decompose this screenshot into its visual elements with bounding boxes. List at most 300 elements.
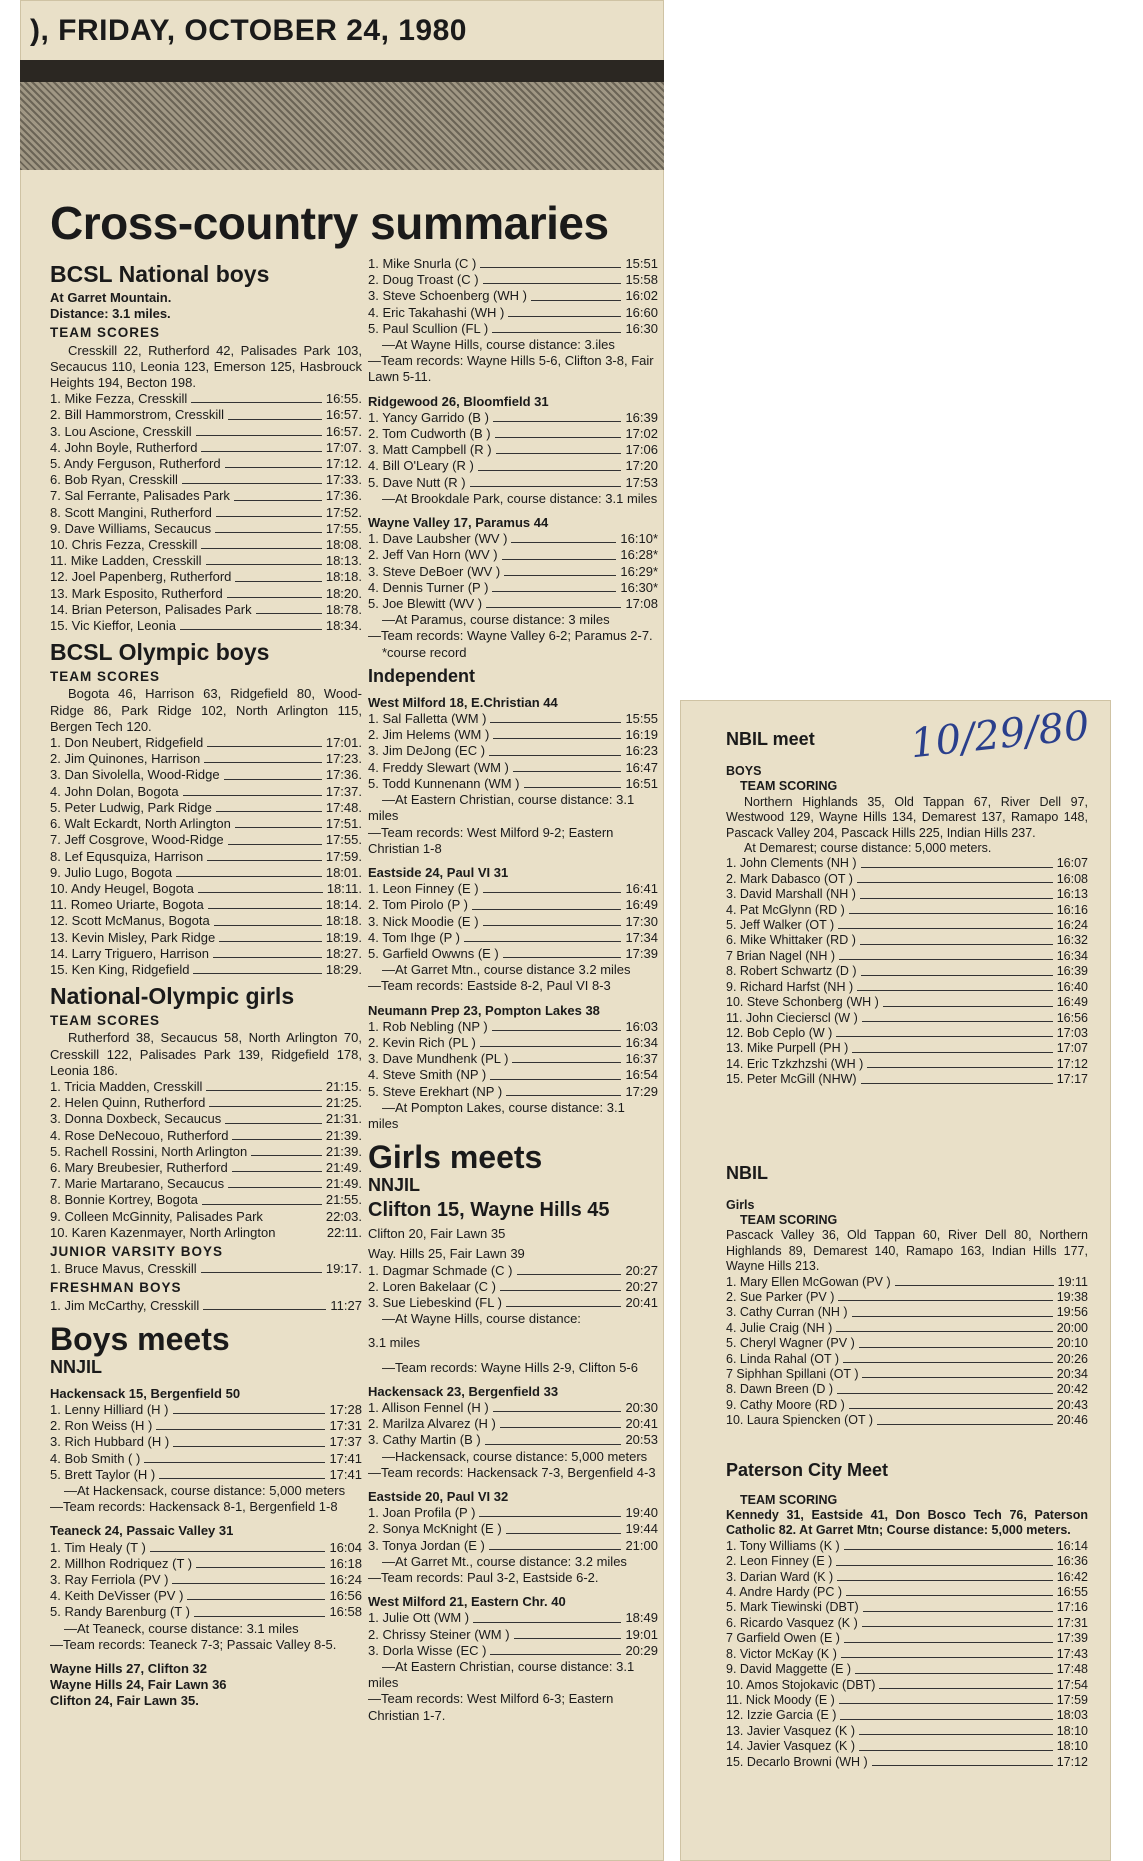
time: 20:27 [625,1278,658,1294]
result-row [726,1570,1088,1585]
section-heading: NBIL [726,1162,768,1183]
result-row [368,776,658,792]
team-records: —Team records: Hackensack 8-1, Bergenfield 1-8 [50,1499,338,1515]
results-list [368,1400,658,1449]
team-scores-label: TEAM SCORES [50,1013,161,1029]
result-row [726,1041,1088,1056]
result-row [50,946,362,962]
time: 18:08. [325,537,362,553]
leader-line [840,1719,1052,1720]
result-row [726,1600,1088,1615]
result-row [726,1693,1088,1708]
runner: 1. Tricia Madden, Cresskill [50,1078,203,1094]
leader-line [859,1750,1053,1751]
leader-line [844,1642,1053,1643]
result-row [368,1627,658,1643]
runner: 4. Keith DeVisser (PV ) [50,1588,184,1604]
runner: 14. Eric Tzkzhzshi (WH ) [726,1056,864,1071]
runner: 1. Mike Snurla (C ) [368,256,477,271]
runner: 3. Cathy Martin (B ) [368,1432,481,1448]
runner: 8. Dawn Breen (D ) [726,1382,833,1397]
result-row [726,1678,1088,1693]
results-list [368,531,658,612]
result-row [726,1398,1088,1413]
runner: 10. Laura Spiencken (OT ) [726,1413,874,1428]
leader-line [852,1316,1053,1317]
result-row [726,872,1088,887]
results-list [368,711,658,792]
runner: 1. Tim Healy (T ) [50,1539,146,1555]
leader-line [202,1204,322,1205]
result-row [50,1556,362,1572]
result-row [726,980,1088,995]
result-row [50,456,362,472]
time: 16:30 [625,320,658,336]
result-row [50,440,362,456]
runner: 8. Scott Mangini, Rutherford [50,504,212,520]
leader-line [879,1688,1052,1689]
dateline: ), FRIDAY, OCTOBER 24, 1980 [30,14,467,47]
runner: 1. Sal Falletta (WM ) [368,711,487,727]
time: 18:01. [325,864,362,880]
time: 16:13 [1056,887,1088,902]
leader-line [206,564,322,565]
runner: 15. Vic Kieffor, Leonia [50,618,177,634]
result-row [726,1631,1088,1646]
time: 17:52. [325,504,362,520]
result-row [50,505,362,521]
leader-line [219,941,322,942]
boys-label: BOYS [726,764,762,778]
league-label: NNJIL [368,1175,421,1196]
time: 17:17 [1056,1072,1088,1087]
time: 17:39 [1056,1631,1088,1646]
leader-line [480,267,621,268]
result-row [50,897,362,913]
result-row [726,1367,1088,1382]
time: 17:12. [325,456,362,472]
time: 17:37. [325,783,362,799]
runner: 9. Richard Harfst (NH ) [726,979,854,994]
runner: 12. Izzie Garcia (E ) [726,1708,837,1723]
time: 16:58 [329,1604,362,1620]
meet-note: —At Wayne Hills, course distance: [382,1311,581,1327]
result-row [50,1402,362,1418]
leader-line [512,1062,621,1063]
time: 16:36 [1056,1554,1088,1569]
time: 19:38 [1056,1289,1088,1304]
runner: 8. Robert Schwartz (D ) [726,964,857,979]
main-clipping [20,0,664,1861]
leader-line [490,1654,621,1655]
time: 17:03 [1056,1025,1088,1040]
result-row [50,930,362,946]
time: 18:11. [326,880,362,896]
result-row [50,881,362,897]
time: 20:34 [1056,1367,1088,1381]
runner: 2. Jim Helems (WM ) [368,727,490,743]
leader-line [196,1567,325,1568]
leader-line [187,1599,325,1600]
leader-line [180,629,322,630]
leader-line [524,787,622,788]
time: 20:00 [1056,1320,1088,1335]
time: 18:27. [325,945,362,961]
runner: 3. Jim DeJong (EC ) [368,743,486,759]
time: 17:59 [1056,1692,1088,1707]
meet-title: Eastside 24, Paul VI 31 [368,864,509,880]
result-row [726,1275,1088,1290]
leader-line [207,860,322,861]
leader-line [159,1478,325,1479]
time: 16:57. [325,407,362,423]
runner: 7. Sal Ferrante, Palisades Park [50,488,230,504]
time: 21:39. [325,1127,362,1143]
leader-line [191,402,322,403]
time: 18:29. [325,961,362,977]
time: 18:78. [325,601,362,617]
leader-line [867,1067,1052,1068]
result-row [368,1505,658,1521]
time: 16:16 [1056,902,1088,917]
result-row [50,521,362,537]
leader-line [224,779,322,780]
time: 15:58 [625,272,658,288]
time: 21:55. [325,1192,362,1208]
runner: 9. Cathy Moore (RD ) [726,1397,845,1412]
runner: 10. Chris Fezza, Cresskill [50,537,198,553]
result-row [368,288,658,304]
runner: 8. Lef Equsquiza, Harrison [50,848,204,864]
leader-line [490,1079,621,1080]
runner: 2. Ron Weiss (H ) [50,1418,153,1434]
runner: 10. Amos Stojokavic (DBT) [726,1677,876,1692]
runner: 5. Jeff Walker (OT ) [726,918,835,933]
result-row [726,995,1088,1010]
result-row [726,1057,1088,1072]
runner: 10. Andy Heugel, Bogota [50,880,194,896]
result-row [50,832,362,848]
runner: 2. Tom Cudworth (B ) [368,426,491,442]
leader-line [495,437,622,438]
result-row [50,602,362,618]
time: 21:31. [325,1111,362,1127]
leader-line [837,1393,1053,1394]
leader-line [478,470,622,471]
runner: 1. Julie Ott (WM ) [368,1610,470,1626]
results-list [50,1540,362,1621]
runner: 5. Rachell Rossini, North Arlington [50,1143,248,1159]
result-row [726,1026,1088,1041]
result-row [726,1336,1088,1351]
leader-line [228,419,322,420]
result-row [50,1261,362,1277]
leader-line [863,1611,1053,1612]
leader-line [517,1274,622,1275]
leader-line [198,892,323,893]
leader-line [150,1551,326,1552]
result-row [726,887,1088,902]
leader-line [506,1306,622,1307]
time: 21:00 [625,1537,658,1553]
time: 16:41 [625,881,658,897]
time: 20:26 [1056,1351,1088,1366]
runner: 13. Mike Purpell (PH ) [726,1041,849,1056]
team-scores-label: TEAM SCORES [50,325,161,341]
leader-line [472,909,622,910]
result-row [726,964,1088,979]
runner: 6. Walt Eckardt, North Arlington [50,816,231,832]
time: 17:02 [625,426,658,442]
meet-note: —At Eastern Christian, course distance: 3.1 miles [368,792,635,824]
leader-line [485,1444,622,1445]
result-row [50,537,362,553]
jv-label: JUNIOR VARSITY BOYS [50,1243,224,1259]
result-row [50,865,362,881]
result-row [368,1067,658,1083]
runner: 15. Peter McGill (NHW) [726,1072,857,1087]
runner: 15. Ken King, Ridgefield [50,961,190,977]
time: 21:25. [325,1095,362,1111]
meet-subhead: Clifton 20, Fair Lawn 35 [368,1226,506,1242]
leader-line [225,1123,322,1124]
meet-note: —At Brookdale Park, course distance: 3.1 miles [382,490,658,506]
time: 16:04 [329,1539,362,1555]
time: 18:49 [625,1610,658,1626]
result-row [726,1321,1088,1336]
runner: 2. Leon Finney (E ) [726,1554,833,1569]
runner: 11. John Ciecierscl (W ) [726,1010,858,1025]
time: 16:19 [625,727,658,743]
runner: 3. Steve DeBoer (WV ) [368,563,501,579]
leader-line [201,451,321,452]
runner: 4. Bob Smith ( ) [50,1450,141,1466]
result-row [726,1413,1088,1428]
leader-line [838,1300,1052,1301]
result-row [726,1647,1088,1662]
result-row [726,1739,1088,1754]
result-row [726,1011,1088,1026]
leader-line [493,1411,622,1412]
leader-line [201,548,321,549]
runner: 2. Sue Parker (PV ) [726,1289,835,1304]
meet-title: Hackensack 15, Bergenfield 50 [50,1385,241,1401]
time: 16:56 [329,1588,362,1604]
time: 21:49. [325,1159,362,1175]
leader-line [531,300,621,301]
runner: 2. Millhon Rodriquez (T ) [50,1555,193,1571]
result-row [50,800,362,816]
runner: 2. Jim Quinones, Harrison [50,751,201,767]
time: 20:41 [625,1294,658,1310]
runner: 2. Marilza Alvarez (H ) [368,1416,496,1432]
runner: 14. Brian Peterson, Palisades Park [50,601,252,617]
runner: 5. Cheryl Wagner (PV ) [726,1336,855,1351]
time: 16:34 [625,1034,658,1050]
results-list [50,1402,362,1483]
result-row [368,1035,658,1051]
leader-line [841,1657,1053,1658]
meet-note: —Hackensack, course distance: 5,000 meters [382,1448,648,1464]
leader-line [506,1533,622,1534]
runner: 4. Julie Craig (NH ) [726,1320,833,1335]
runner: 2. Chrissy Steiner (WM ) [368,1626,510,1642]
runner: 5. Peter Ludwig, Park Ridge [50,799,212,815]
leader-line [514,1638,622,1639]
team-records: —Team records: West Milford 6-3; Eastern Christian 1-7. [368,1691,614,1723]
result-row [368,305,658,321]
time: 18:10 [1056,1723,1088,1738]
team-scoring-label: TEAM SCORING [740,1492,838,1507]
result-row [50,1192,362,1208]
leader-line [862,1626,1053,1627]
team-scores: Cresskill 22, Rutherford 42, Palisades Park 103, Secaucus 110, Leonia 123, Emerson 125, Hasbrouck Heights 194, Becton 198. [50,342,362,391]
runner: 12. Bob Ceplo (W ) [726,1025,833,1040]
time: 17:12 [1056,1056,1088,1071]
runner: 2. Bill Hammorstrom, Cresskill [50,407,225,423]
runner: 2. Doug Troast (C ) [368,272,479,288]
leader-line [207,746,322,747]
runner: 13. Javier Vasquez (K ) [726,1723,855,1738]
runner: 3. David Marshall (NH ) [726,887,856,902]
time: 16:30* [620,579,658,595]
time: 19:17. [325,1261,362,1277]
runner: 6. Ricardo Vasquez (K ) [726,1615,858,1630]
time: 17:51. [325,816,362,832]
result-row [368,946,658,962]
time: 16:39 [625,409,658,425]
section-heading: NBIL meet [726,729,815,749]
time: 18:18. [325,569,362,585]
result-row [726,1352,1088,1367]
leader-line [493,738,621,739]
time: 16:03 [625,1018,658,1034]
column-left [50,256,362,1710]
result-row [50,1604,362,1620]
team-scores: Bogota 46, Harrison 63, Ridgefield 80, Wood-Ridge 86, Park Ridge 102, North Arlington 115, Bergen Tech 120. [50,686,362,734]
runner: 4. Freddy Slewart (WM ) [368,759,509,775]
results-list [726,1539,1088,1770]
leader-line [861,975,1053,976]
result-row [726,1585,1088,1600]
results-list [726,1275,1088,1429]
runner: 2. Tom Pirolo (P ) [368,897,468,913]
time: 16:32 [1056,933,1088,948]
result-row [50,751,362,767]
time: 17:06 [625,442,658,458]
team-records: —Team records: Teaneck 7-3; Passaic Valley 8-5. [50,1636,337,1652]
runner: 3. Dorla Wisse (EC ) [368,1642,487,1658]
result-row [50,816,362,832]
result-row [50,1079,362,1095]
result-row [368,321,658,337]
time: 16:34 [1056,948,1088,963]
runner: 10. Steve Schonberg (WH ) [726,995,879,1010]
runner: 11. Nick Moody (E ) [726,1692,835,1707]
result-row [368,458,658,474]
runner: 5. Randy Barenburg (T ) [50,1604,190,1620]
runner: 2. Loren Bakelaar (C ) [368,1278,496,1294]
result-row [50,1128,362,1144]
time: 19:56 [1056,1305,1088,1320]
time: 16:14 [1056,1538,1088,1553]
leader-line [216,516,322,517]
time: 18:34. [325,618,362,634]
leader-line [861,1083,1053,1084]
leader-line [256,613,322,614]
leader-line [857,990,1053,991]
runner: 14. Javier Vasquez (K ) [726,1739,855,1754]
result-row [368,596,658,612]
result-row [368,1610,658,1626]
runner: 15. Decarlo Browni (WH ) [726,1754,868,1769]
runner: 13. Kevin Misley, Park Ridge [50,929,216,945]
meet-note: —At Hackensack, course distance: 5,000 meters [64,1483,346,1498]
meet-note: —At Eastern Christian, course distance: 3.1 miles [368,1659,635,1691]
result-row [368,1263,658,1279]
leader-line [156,1429,325,1430]
time: 16:55 [1056,1585,1088,1600]
runner: 3. Dave Mundhenk (PL ) [368,1051,509,1067]
result-row [726,949,1088,964]
leader-line [857,882,1053,883]
runner: 1. Tony Williams (K ) [726,1538,840,1553]
result-row [50,488,362,504]
runner: 1. Lenny Hilliard (H ) [50,1401,169,1417]
leader-line [483,925,622,926]
meet-note: —At Garret Mt., course distance: 3.2 miles [382,1553,627,1569]
leader-line [838,928,1053,929]
result-row [368,1295,658,1311]
result-row [50,1298,362,1314]
result-row [368,1643,658,1659]
result-row [726,1755,1088,1770]
result-row [50,553,362,569]
runner: 4. John Dolan, Bogota [50,783,179,799]
result-row [50,1540,362,1556]
time: 16:28* [620,547,658,563]
leader-line [479,1516,621,1517]
result-row [50,1588,362,1604]
leader-line [862,1377,1052,1378]
handwritten-date: 10/29/80 [908,702,1092,768]
results-list [368,410,658,491]
result-row [50,1467,362,1483]
time: 21:15. [325,1078,362,1094]
time: 17:34 [625,929,658,945]
time: 18:10 [1056,1739,1088,1754]
leader-line [836,1565,1052,1566]
leader-line [500,1427,622,1428]
time: 17:01. [325,735,362,751]
result-row [368,1432,658,1448]
runner: 4. Eric Takahashi (WH ) [368,304,505,320]
leader-line [196,435,322,436]
runner: 4. Andre Hardy (PC ) [726,1585,843,1600]
result-row [50,1176,362,1192]
runner: 12. Scott McManus, Bogota [50,913,210,929]
result-row [726,856,1088,871]
result-row [50,1209,362,1225]
runner: 1. Allison Fennel (H ) [368,1399,489,1415]
time: 18:13. [325,553,362,569]
time: 17:28 [329,1401,362,1417]
result-row [50,569,362,585]
result-row [368,1400,658,1416]
team-scoring-label: TEAM SCORING [740,779,838,794]
team-records: —Team records: Hackensack 7-3, Bergenfield 4-3 [368,1464,656,1480]
runner: 5. Mark Tiewinski (DBT) [726,1600,859,1615]
